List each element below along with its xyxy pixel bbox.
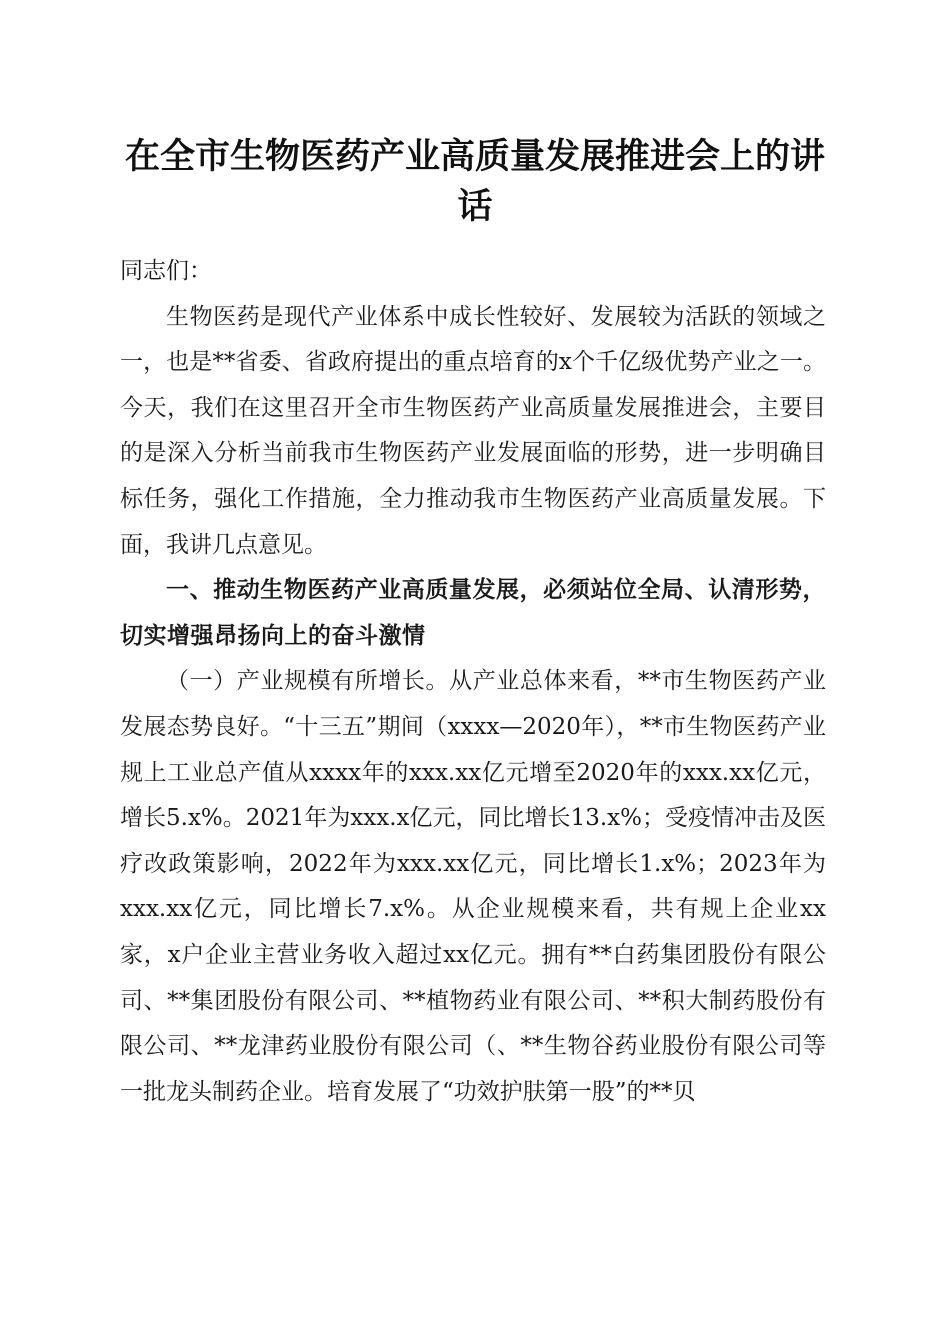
subsection-one-paragraph [120,659,826,1115]
section-one-heading: 一、推动生物医药产业高质量发展，必须站位全局、认清形势，切实增强昂扬向上的奋斗激情 [120,577,826,649]
subsection-one-label: （一）产业规模有所增长。 [166,668,450,695]
document-title: 在全市生物医药产业高质量发展推进会上的讲话 [124,136,825,227]
document-body [120,249,826,1115]
intro-paragraph: 生物医药是现代产业体系中成长性较好、发展较为活跃的领域之一，也是**省委、省政府提出的重点培育的x个千亿级优势产业之一。今天，我们在这里召开全市生物医药产业高质量发展推进会，主要目的是深入分析当前我市生物医药产业发展面临的形势，进一步明确目标任务，强化工作措施，全力推动我市生物医药产业高质量发展。下面，我讲几点意见。 [120,303,826,558]
salutation: 同志们： [120,258,212,284]
subsection-one-text: 从产业总体来看，**市生物医药产业发展态势良好。“十三五”期间（xxxx—2020年），**市生物医药产业规上工业总产值从xxxx年的xxx.xx亿元增至2020年的xxx.xx亿元，增长5.x%。2021年为xxx.x亿元，同比增长13.x%；受疫情冲击及医疗改政策影响，2022年为xxx.xx亿元，同比增长1.x%；2023年为xxx.xx亿元，同比增长7.x%。从企业规模来看，共有规上企业xx家，x户企业主营业务收入超过xx亿元。拥有**白药集团股份有限公司、**集团股份有限公司、**植物药业有限公司、**积大制药股份有限公司、**龙津药业股份有限公司（、**生物谷药业股份有限公司等一批龙头制药企业。培育发展了“功效护肤第一股”的**贝 [120,668,827,1105]
